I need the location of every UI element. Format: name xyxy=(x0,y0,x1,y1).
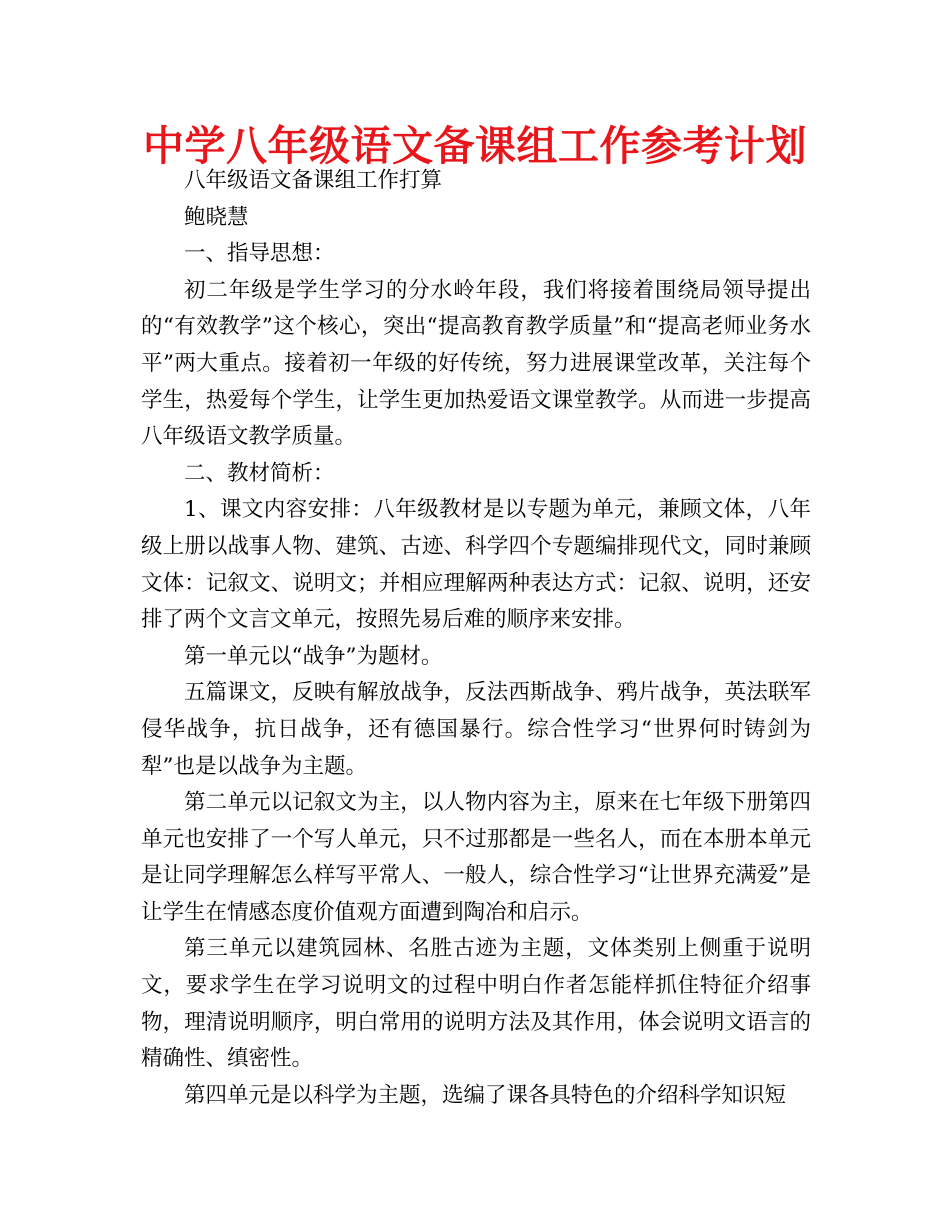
paragraph-plan-heading: 八年级语文备课组工作打算 xyxy=(184,168,443,193)
paragraph-author: 鲍晓慧 xyxy=(184,204,249,230)
paragraph: 第一单元以“战争”为题材。 xyxy=(184,643,443,669)
paragraph: 初二年级是学生学习的分水岭年段，我们将接着围绕局领导提出的“有效教学”这个核心，突出“提高教育教学质量”和“提高老师业务水平”两大重点。接着初一年级的好传统，努力进展课堂改革，关注每个学生，热爱每个学生，让学生更加热爱语文课堂教学。从而进一步提高八年级语文教学质量。 xyxy=(141,277,811,450)
document-body xyxy=(141,163,811,1114)
paragraph: 第三单元以建筑园林、名胜古迹为主题，文体类别上侧重于说明文，要求学生在学习说明文的过程中明白作者怎能样抓住特征介绍事物，理清说明顺序，明白常用的说明方法及其作用，体会说明文语言的精确性、缜密性。 xyxy=(141,936,811,1072)
section-heading-guiding-thought: 一、指导思想： xyxy=(184,241,335,267)
paragraph: 第二单元以记叙文为主，以人物内容为主，原来在七年级下册第四单元也安排了一个写人单元，只不过那都是一些名人，而在本册本单元是让同学理解怎么样写平常人、一般人，综合性学习“让世界充满爱”是让学生在情感态度价值观方面遭到陶冶和启示。 xyxy=(141,790,811,925)
section-heading-textbook-analysis: 二、教材简析： xyxy=(184,460,335,486)
paragraph: 第四单元是以科学为主题，选编了课各具特色的介绍科学知识短 xyxy=(184,1082,787,1108)
paragraph: 五篇课文，反映有解放战争，反法西斯战争、鸦片战争，英法联军侵华战争，抗日战争，还有德国暴行。综合性学习“世界何时铸剑为犁”也是以战争为主题。 xyxy=(141,680,811,779)
document-title: 中学八年级语文备课组工作参考计划 xyxy=(143,122,807,170)
paragraph: 1、课文内容安排：八年级教材是以专题为单元，兼顾文体，八年级上册以战事人物、建筑、古迹、科学四个专题编排现代文，同时兼顾文体：记叙文、说明文；并相应理解两种表达方式：记叙、说明，还安排了两个文言文单元，按照先易后难的顺序来安排。 xyxy=(141,497,811,633)
